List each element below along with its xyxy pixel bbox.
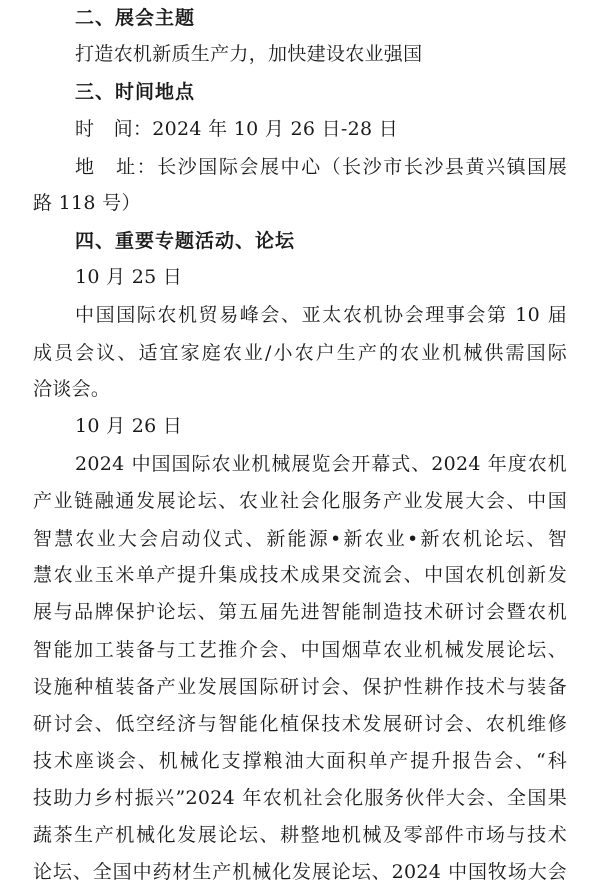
paragraph-line: 洽谈会。 (33, 378, 111, 400)
date-oct-26: 10 月 26 日 (75, 415, 183, 437)
paragraph-line: 论坛、全国中药材生产机械化发展论坛、2024 中国牧场大会 (33, 861, 567, 883)
paragraph-line: 智慧农业大会启动仪式、新能源•新农业•新农机论坛、智 (33, 528, 567, 550)
heading-time-place: 三、时间地点 (75, 81, 196, 103)
paragraph-line: 研讨会、低空经济与智能化植保技术发展研讨会、农机维修 (33, 713, 567, 735)
paragraph-line: 展与品牌保护论坛、第五届先进智能制造技术研讨会暨农机 (33, 601, 567, 623)
paragraph-line: 设施种植装备产业发展国际研讨会、保护性耕作技术与装备 (33, 676, 567, 698)
paragraph-line: 2024 中国国际农业机械展览会开幕式、2024 年度农机 (75, 453, 567, 475)
paragraph-line: 成员会议、适宜家庭农业/小农户生产的农业机械供需国际 (33, 342, 567, 364)
paragraph-line: 慧农业玉米单产提升集成技术成果交流会、中国农机创新发 (33, 564, 567, 586)
paragraph-theme: 打造农机新质生产力，加快建设农业强国 (75, 43, 423, 65)
paragraph-line: 蔬茶生产机械化发展论坛、耕整地机械及零部件市场与技术 (33, 824, 567, 846)
paragraph-line: 中国国际农机贸易峰会、亚太农机协会理事会第 10 届 (75, 304, 567, 326)
paragraph-line: 智能加工装备与工艺推介会、中国烟草农业机械发展论坛、 (33, 639, 567, 661)
address-line-cont: 路 118 号） (33, 192, 141, 214)
date-oct-25: 10 月 25 日 (75, 266, 183, 288)
time-line: 时 间：2024 年 10 月 26 日-28 日 (75, 118, 399, 140)
heading-exhibition-theme: 二、展会主题 (75, 7, 196, 29)
address-line: 地 址：长沙国际会展中心（长沙市长沙县黄兴镇国展 (75, 156, 567, 178)
paragraph-line: 技术座谈会、机械化支撑粮油大面积单产提升报告会、“科 (33, 750, 567, 772)
paragraph-line: 技助力乡村振兴”2024 年农机社会化服务伙伴大会、全国果 (33, 787, 567, 809)
paragraph-line: 产业链融通发展论坛、农业社会化服务产业发展大会、中国 (33, 490, 567, 512)
heading-special-events: 四、重要专题活动、论坛 (75, 230, 296, 252)
